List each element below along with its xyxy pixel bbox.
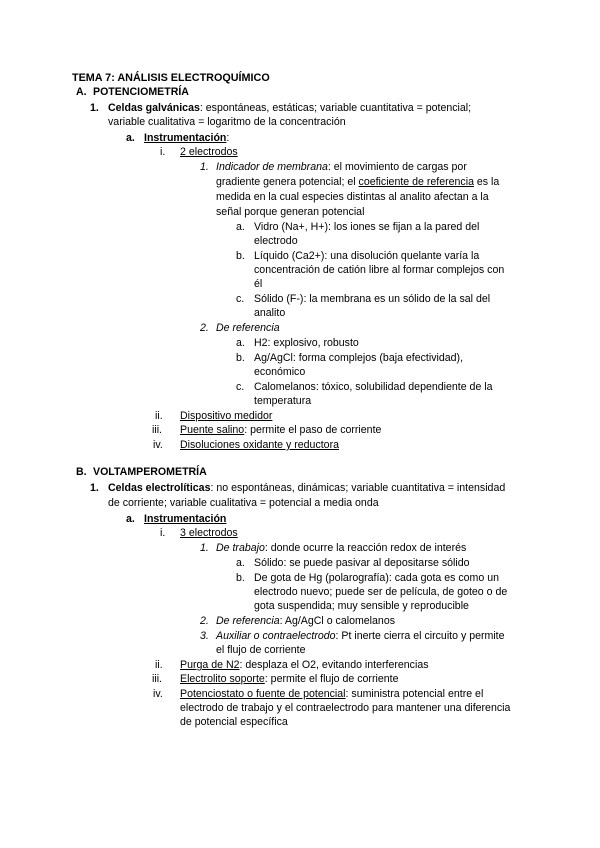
ind-b-line3: él bbox=[254, 278, 263, 290]
trab-b-line3: gota suspendida; muy sensible y reproducible bbox=[254, 600, 469, 612]
b-referencia-term: De referencia bbox=[216, 615, 280, 627]
a-roman-iii-term: Puente salino bbox=[180, 424, 245, 436]
b-roman-iv-line3: de potencial específica bbox=[180, 716, 288, 728]
auxiliar-text: : Pt inerte cierra el circuito y permite bbox=[335, 630, 505, 642]
auxiliar-line1 bbox=[216, 630, 505, 643]
ind-c-line1: Sólido (F-): la membrana es un sólido de la sal del bbox=[254, 293, 491, 305]
b-roman-i-term: 3 electrodos bbox=[180, 527, 238, 539]
trabajo-text: : donde ocurre la reacción redox de interés bbox=[264, 542, 467, 554]
ref-b-line2: económico bbox=[254, 366, 306, 378]
b-referencia-line bbox=[216, 615, 395, 628]
a1a-term: Instrumentación bbox=[144, 132, 227, 144]
section-b-marker: B. bbox=[76, 466, 87, 478]
b1-line1 bbox=[108, 482, 505, 495]
indicador-marker: 1. bbox=[200, 161, 209, 173]
a1-marker: 1. bbox=[90, 102, 99, 114]
auxiliar-marker: 3. bbox=[200, 630, 209, 642]
b1-text: : no espontáneas, dinámicas; variable cuantitativa = intensidad bbox=[210, 482, 506, 494]
b-roman-iii-term: Electrolito soporte bbox=[180, 673, 265, 685]
a1a-colon: : bbox=[226, 132, 230, 144]
trab-b-line2: electrodo nuevo; puede ser de película, de goteo o de bbox=[254, 586, 508, 598]
indicador-line2 bbox=[216, 176, 499, 189]
trabajo-line bbox=[216, 542, 466, 555]
indicador-text2: es la bbox=[473, 176, 500, 188]
section-b-heading: VOLTAMPEROMETRÍA bbox=[93, 466, 207, 478]
a1-text: : espontáneas, estáticas; variable cuantitativa = potencial; bbox=[199, 102, 472, 114]
b-roman-iv-text: : suministra potencial entre el bbox=[345, 688, 484, 700]
a-roman-ii-term: Dispositivo medidor bbox=[180, 410, 273, 422]
b-roman-iv-line1 bbox=[180, 688, 483, 701]
a-roman-i-marker: i. bbox=[160, 146, 166, 158]
indicador-text1: : el movimiento de cargas por bbox=[327, 161, 467, 173]
a-roman-iii-line bbox=[180, 424, 381, 437]
b-referencia-text: : Ag/AgCl o calomelanos bbox=[279, 615, 396, 627]
referencia-term: De referencia bbox=[216, 322, 280, 334]
trab-b-marker: b. bbox=[236, 572, 245, 584]
b1a-marker: a. bbox=[126, 513, 135, 525]
a-roman-iii-text: : permite el paso de corriente bbox=[244, 424, 382, 436]
ref-c-marker: c. bbox=[236, 381, 245, 393]
ind-b-line2: concentración de catión libre al formar complejos con bbox=[254, 264, 505, 276]
indicador-line2-text: gradiente genera potencial; el bbox=[216, 176, 359, 188]
a-roman-iv-marker: iv. bbox=[153, 439, 163, 451]
ind-a-marker: a. bbox=[236, 221, 245, 233]
ind-b-line1: Líquido (Ca2+): una disolución quelante varía la bbox=[254, 250, 480, 262]
ref-c-line2: temperatura bbox=[254, 395, 312, 407]
b-referencia-marker: 2. bbox=[200, 615, 209, 627]
auxiliar-line2: el flujo de corriente bbox=[216, 644, 306, 656]
b-roman-iv-line2: electrodo de trabajo y el contraelectrodo para mantener una diferencia bbox=[180, 702, 511, 714]
indicador-term: Indicador de membrana bbox=[216, 161, 328, 173]
b1-line2: de corriente; variable cualitativa = potencial a media onda bbox=[108, 497, 379, 509]
b-roman-ii-text: : desplaza el O2, evitando interferencias bbox=[239, 659, 429, 671]
a1-line1 bbox=[108, 102, 471, 115]
section-a-marker: A. bbox=[76, 86, 87, 98]
document-title: TEMA 7: ANÁLISIS ELECTROQUÍMICO bbox=[72, 72, 270, 84]
indicador-line4: señal porque generan potencial bbox=[216, 206, 365, 218]
ref-a-line1: H2: explosivo, robusto bbox=[254, 337, 359, 349]
ref-b-marker: b. bbox=[236, 352, 245, 364]
coeficiente-term: coeficiente de referencia bbox=[358, 176, 474, 188]
a1a-line bbox=[144, 132, 229, 145]
indicador-line1 bbox=[216, 161, 467, 174]
a-roman-iii-marker: iii. bbox=[152, 424, 163, 436]
auxiliar-term: Auxiliar o contraelectrodo bbox=[216, 630, 336, 642]
b-roman-iii-text: : permite el flujo de corriente bbox=[264, 673, 399, 685]
b-roman-ii-marker: ii. bbox=[155, 659, 163, 671]
b-roman-iv-term: Potenciostato o fuente de potencial bbox=[180, 688, 346, 700]
section-a-heading: POTENCIOMETRÍA bbox=[93, 86, 189, 98]
b-roman-ii-line bbox=[180, 659, 429, 672]
ref-c-line1: Calomelanos: tóxico, solubilidad dependiente de la bbox=[254, 381, 493, 393]
b1-term: Celdas electrolíticas bbox=[108, 482, 211, 494]
ref-b-line1: Ag/AgCl: forma complejos (baja efectividad), bbox=[254, 352, 464, 364]
a1-term: Celdas galvánicas bbox=[108, 102, 200, 114]
ind-b-marker: b. bbox=[236, 250, 245, 262]
ind-c-marker: c. bbox=[236, 293, 245, 305]
trab-a-marker: a. bbox=[236, 557, 245, 569]
ind-a-line1: Vidro (Na+, H+): los iones se fijan a la pared del bbox=[254, 221, 480, 233]
a-roman-iv-term: Disoluciones oxidante y reductora bbox=[180, 439, 339, 451]
b-roman-ii-term: Purga de N2 bbox=[180, 659, 240, 671]
b1-marker: 1. bbox=[90, 482, 99, 494]
ref-a-marker: a. bbox=[236, 337, 245, 349]
b-roman-iii-line bbox=[180, 673, 398, 686]
b-roman-i-marker: i. bbox=[160, 527, 166, 539]
a1a-marker: a. bbox=[126, 132, 135, 144]
b-roman-iii-marker: iii. bbox=[152, 673, 163, 685]
trab-b-line1: De gota de Hg (polarografía): cada gota es como un bbox=[254, 572, 499, 584]
ind-a-line2: electrodo bbox=[254, 235, 298, 247]
referencia-marker: 2. bbox=[200, 322, 209, 334]
trabajo-term: De trabajo bbox=[216, 542, 265, 554]
a-roman-ii-marker: ii. bbox=[155, 410, 163, 422]
b-roman-iv-marker: iv. bbox=[153, 688, 163, 700]
a1-line2: variable cualitativa = logaritmo de la concentración bbox=[108, 116, 346, 128]
indicador-line3: medida en la cual especies distintas al analito afectan a la bbox=[216, 191, 489, 203]
ind-c-line2: analito bbox=[254, 307, 286, 319]
trab-a-line1: Sólido: se puede pasivar al depositarse sólido bbox=[254, 557, 470, 569]
b1a-term: Instrumentación bbox=[144, 513, 227, 525]
a-roman-i-term: 2 electrodos bbox=[180, 146, 238, 158]
trabajo-marker: 1. bbox=[200, 542, 209, 554]
